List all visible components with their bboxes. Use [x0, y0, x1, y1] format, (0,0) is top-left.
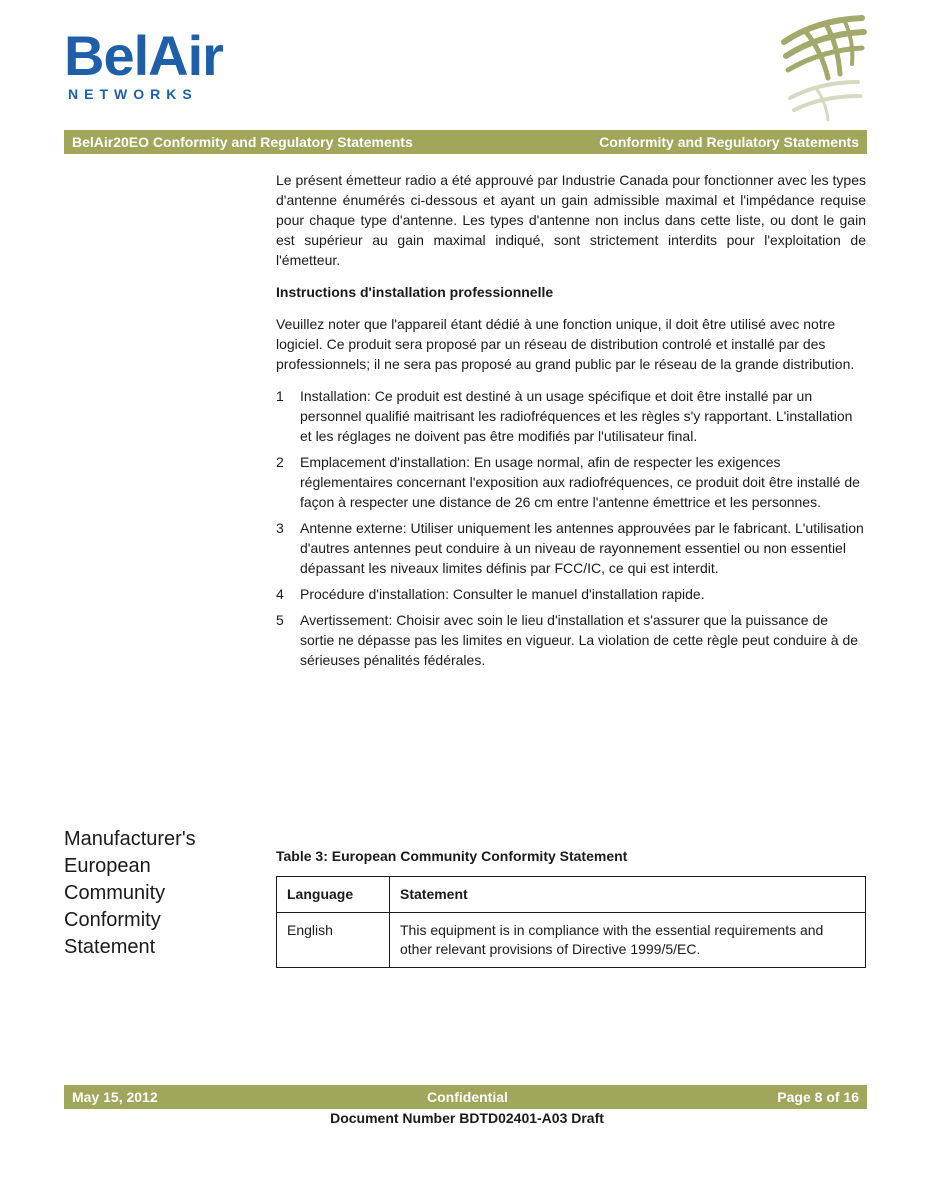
footer-confidential: Confidential: [427, 1089, 508, 1105]
column-header-language: Language: [277, 877, 390, 913]
footer-bar: [64, 1085, 867, 1109]
list-item-number: 2: [276, 454, 284, 470]
column-header-statement: Statement: [390, 877, 866, 913]
logo-wordmark: BelAir: [64, 24, 223, 87]
footer-date: May 15, 2012: [72, 1089, 158, 1105]
header-left-title: BelAir20EO Conformity and Regulatory Statements: [72, 134, 413, 150]
list-item-number: 5: [276, 612, 284, 628]
list-item: [276, 386, 866, 446]
cell-language: English: [277, 913, 390, 968]
header-right-title: Conformity and Regulatory Statements: [599, 134, 859, 150]
instruction-list: [276, 386, 866, 670]
list-item: [276, 518, 866, 578]
main-content: [276, 170, 866, 676]
list-item-text: Antenne externe: Utiliser uniquement les antennes approuvées par le fabricant. L'utilisation d'autres antennes peut conduire à un niveau de rayonnement essentiel ou non essentiel dépassant les niveaux limites définis par FCC/IC, ce qui est interdit.: [300, 520, 864, 576]
cell-statement: This equipment is in compliance with the essential requirements and other relevant provisions of Directive 1999/5/EC.: [390, 913, 866, 968]
list-item-text: Installation: Ce produit est destiné à un usage spécifique et doit être installé par un personnel qualifié maitrisant les radiofréquences et les règles s'y rapportant. L'installation et les réglages ne doivent pas être modifiés par l'utilisateur final.: [300, 388, 853, 444]
install-paragraph: Veuillez noter que l'appareil étant dédié à une fonction unique, il doit être utilisé avec notre logiciel. Ce produit sera proposé par un réseau de distribution controlé et installé par des professionnels; il ne sera pas proposé au grand public par le réseau de la grande distribution.: [276, 316, 855, 372]
list-item-number: 3: [276, 520, 284, 536]
table-header-row: [277, 877, 866, 913]
table-row: [277, 913, 866, 968]
logo-subtitle: NETWORKS: [68, 86, 198, 102]
belair-wave-emblem-icon: [776, 12, 868, 124]
list-item-text: Avertissement: Choisir avec soin le lieu d'installation et s'assurer que la puissance de sortie ne dépasse pas les limites en vigueur. La violation de cette règle peut conduire à de sérieuses pénalités fédérales.: [300, 612, 859, 668]
conformity-table: [276, 876, 866, 968]
list-item-text: Emplacement d'installation: En usage normal, afin de respecter les exigences réglementaires concernant l'exposition aux radiofréquences, ce produit doit être installé de façon à respecter une distance de 26 cm entre l'antenne émettrice et les personnes.: [300, 454, 860, 510]
intro-paragraph: Le présent émetteur radio a été approuvé par Industrie Canada pour fonctionner avec les types d'antenne énumérés ci-dessous et ayant un gain admissible maximal et l'impédance requise pour chaque type d'antenne. Les types d'antenne non inclus dans cette liste, ou dont le gain est supérieur au gain maximal indiqué, sont strictement interdits pour l'exploitation de l'émetteur.: [276, 172, 866, 268]
footer-page-number: Page 8 of 16: [777, 1089, 859, 1105]
list-item: [276, 452, 866, 512]
document-number: Document Number BDTD02401-A03 Draft: [330, 1110, 604, 1126]
install-heading: Instructions d'installation professionnelle: [276, 284, 554, 300]
list-item: [276, 584, 866, 604]
list-item-text: Procédure d'installation: Consulter le manuel d'installation rapide.: [300, 586, 705, 602]
header-bar: [64, 130, 867, 154]
list-item-number: 4: [276, 586, 284, 602]
side-heading: Manufacturer's European Community Conformity Statement: [64, 828, 196, 958]
belair-logo: [64, 24, 223, 102]
list-item-number: 1: [276, 388, 284, 404]
table-caption: Table 3: European Community Conformity Statement: [276, 848, 628, 864]
list-item: [276, 610, 866, 670]
